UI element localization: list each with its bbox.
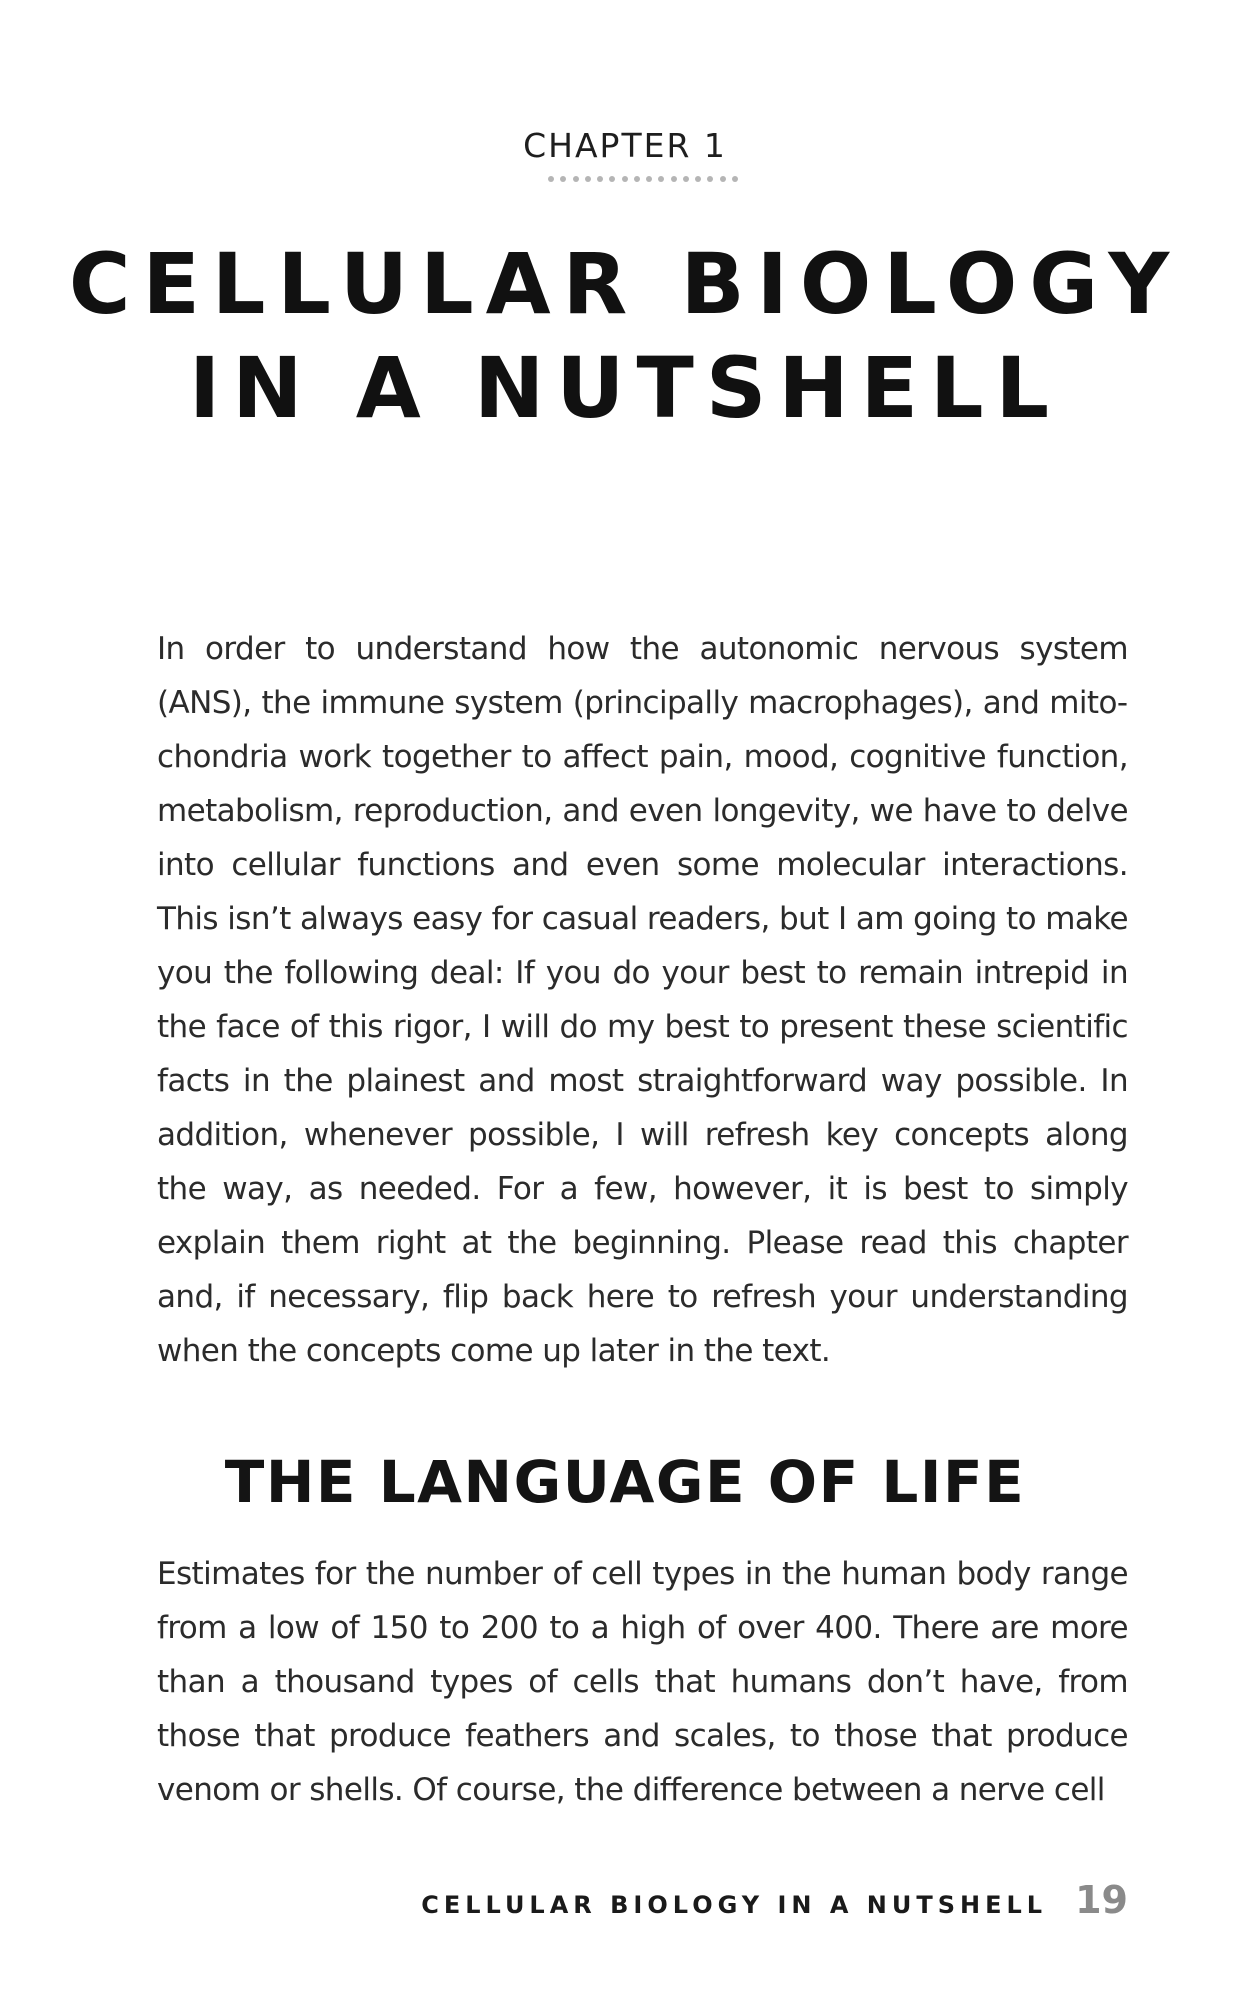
chapter-title-line-1: CELLULAR BIOLOGY	[68, 235, 1182, 333]
running-head: CELLULAR BIOLOGY IN A NUTSHELL	[421, 1891, 1048, 1919]
section-paragraph: Estimates for the number of cell types in the human body range from a low of 150 to 200 to a high of over 400. There are more than a thousand types of cells that humans don’t have, from those that produce feathers and scales, to those that produce venom or shells. Of course, the difference between a nerve cell	[157, 1556, 1128, 1808]
section-heading: THE LANGUAGE OF LIFE	[224, 1448, 1026, 1516]
chapter-label: CHAPTER 1	[523, 126, 727, 165]
chapter-title	[0, 232, 1250, 440]
chapter-title-line-2: IN A NUTSHELL	[188, 339, 1062, 437]
page-footer	[421, 1878, 1128, 1922]
intro-paragraph: In order to understand how the autonomic nervous system (ANS), the immune system (principally macrophages), and mitochondria work together to affect pain, mood, cognitive function, metabolism, reproduction, and even longevity, we have to delve into cellular functions and even some molecular interactions. This isn’t always easy for casual readers, but I am going to make you the following deal: If you do your best to remain intrepid in the face of this rigor, I will do my best to present these scientific facts in the plainest and most straightforward way possible. In addition, whenever possible, I will refresh key concepts along the way, as needed. For a few, however, it is best to simply explain them right at the beginning. Please read this chapter and, if necessary, flip back here to refresh your understanding when the concepts come up later in the text.	[157, 631, 1128, 1369]
page-number: 19	[1075, 1878, 1128, 1922]
chapter-dotted-divider	[548, 176, 738, 184]
